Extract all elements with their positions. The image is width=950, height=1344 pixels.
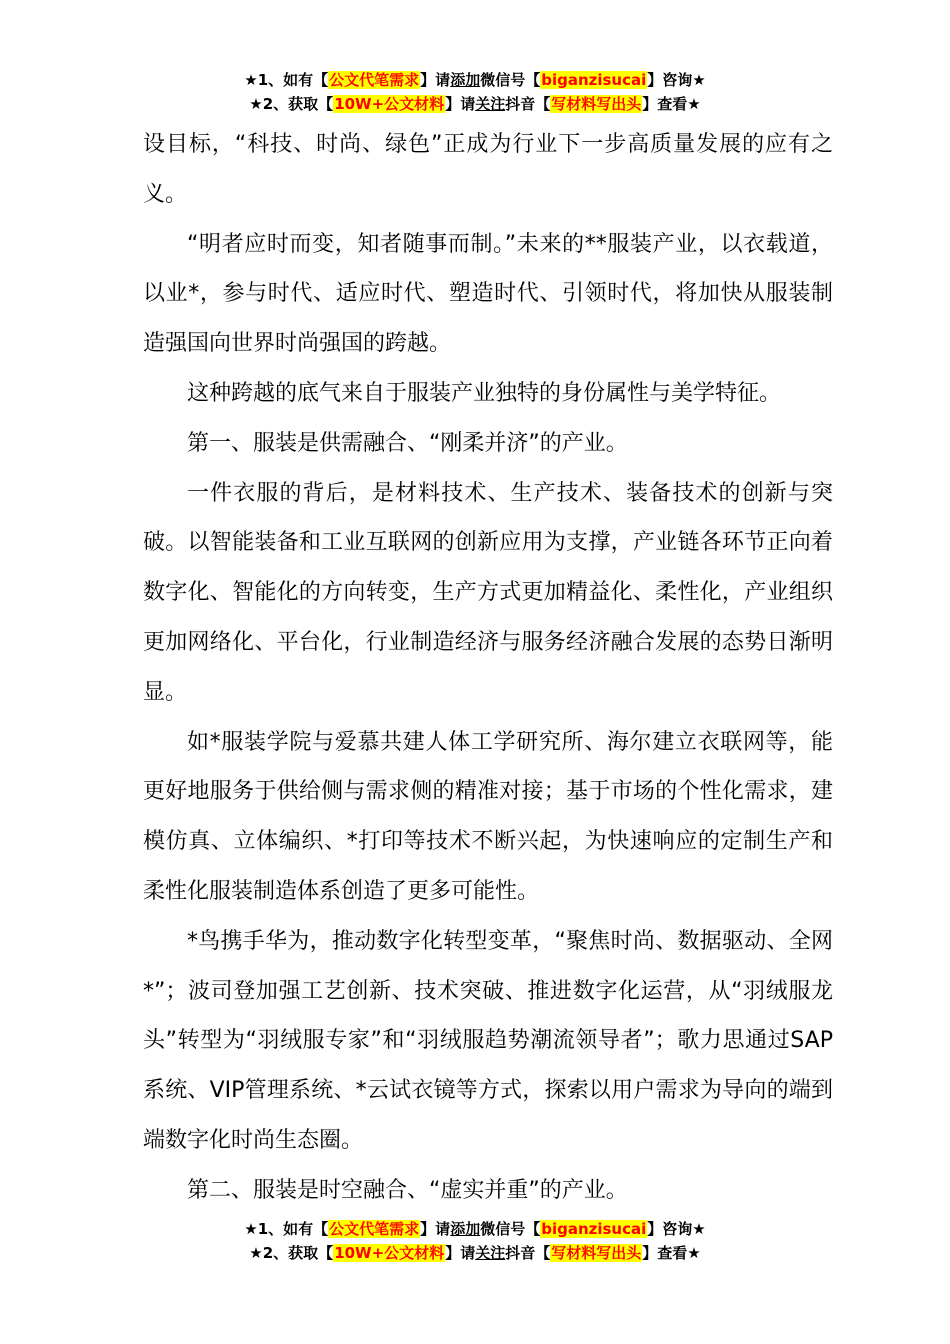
highlight-wechat-id: biganzisucai — [541, 1220, 647, 1238]
highlight-materials: 10W+公文材料 — [334, 95, 445, 113]
highlight-douyin: 写材料写出头 — [551, 95, 642, 113]
paragraph: “明者应时而变，知者随事而制。”未来的**服装产业，以衣载道，以业*，参与时代、适应时代、塑造时代、引领时代，将加快从服装制造强国向世界时尚强国的跨越。 — [143, 231, 833, 357]
highlight-service: 公文代笔需求 — [329, 71, 420, 89]
paragraph: 如*服装学院与爱慕共建人体工学研究所、海尔建立衣联网等，能更好地服务于供给侧与需求侧的精准对接；基于市场的个性化需求，建模仿真、立体编织、*打印等技术不断兴起，为快速响应的定制生产和柔性化服装制造体系创造了更多可能性。 — [143, 729, 833, 904]
header-banner — [0, 68, 950, 116]
footer-banner — [0, 1217, 950, 1265]
section-heading: 第二、服装是时空融合、“虚实并重”的产业。 — [187, 1177, 628, 1203]
highlight-service: 公文代笔需求 — [329, 1220, 420, 1238]
paragraph: 一件衣服的背后，是材料技术、生产技术、装备技术的创新与突破。以智能装备和工业互联网的创新应用为支撑，产业链各环节正向着数字化、智能化的方向转变，生产方式更加精益化、柔性化，产业组织更加网络化、平台化，行业制造经济与服务经济融合发展的态势日渐明显。 — [143, 480, 833, 705]
banner-line-2: ★2、获取【10W+公文材料】请关注抖音【写材料写出头】查看★ — [249, 95, 701, 113]
highlight-wechat-id: biganzisucai — [541, 71, 647, 89]
paragraph: *鸟携手华为，推动数字化转型变革，“聚焦时尚、数据驱动、全网*”；波司登加强工艺创新、技术突破、推进数字化运营，从“羽绒服龙头”转型为“羽绒服专家”和“羽绒服趋势潮流领导者”；歌力思通过SAP系统、VIP管理系统、*云试衣镜等方式，探索以用户需求为导向的端到端数字化时尚生态圈。 — [143, 928, 833, 1153]
banner-line-1: ★1、如有【公文代笔需求】请添加微信号【biganzisucai】咨询★ — [244, 71, 706, 89]
document-body — [143, 120, 833, 1216]
paragraph: 设目标，“科技、时尚、绿色”正成为行业下一步高质量发展的应有之义。 — [143, 132, 833, 207]
highlight-douyin: 写材料写出头 — [551, 1244, 642, 1262]
section-heading: 第一、服装是供需融合、“刚柔并济”的产业。 — [187, 430, 628, 456]
highlight-materials: 10W+公文材料 — [334, 1244, 445, 1262]
paragraph: 这种跨越的底气来自于服装产业独特的身份属性与美学特征。 — [187, 380, 782, 406]
banner-line-1: ★1、如有【公文代笔需求】请添加微信号【biganzisucai】咨询★ — [244, 1220, 706, 1238]
banner-line-2: ★2、获取【10W+公文材料】请关注抖音【写材料写出头】查看★ — [249, 1244, 701, 1262]
